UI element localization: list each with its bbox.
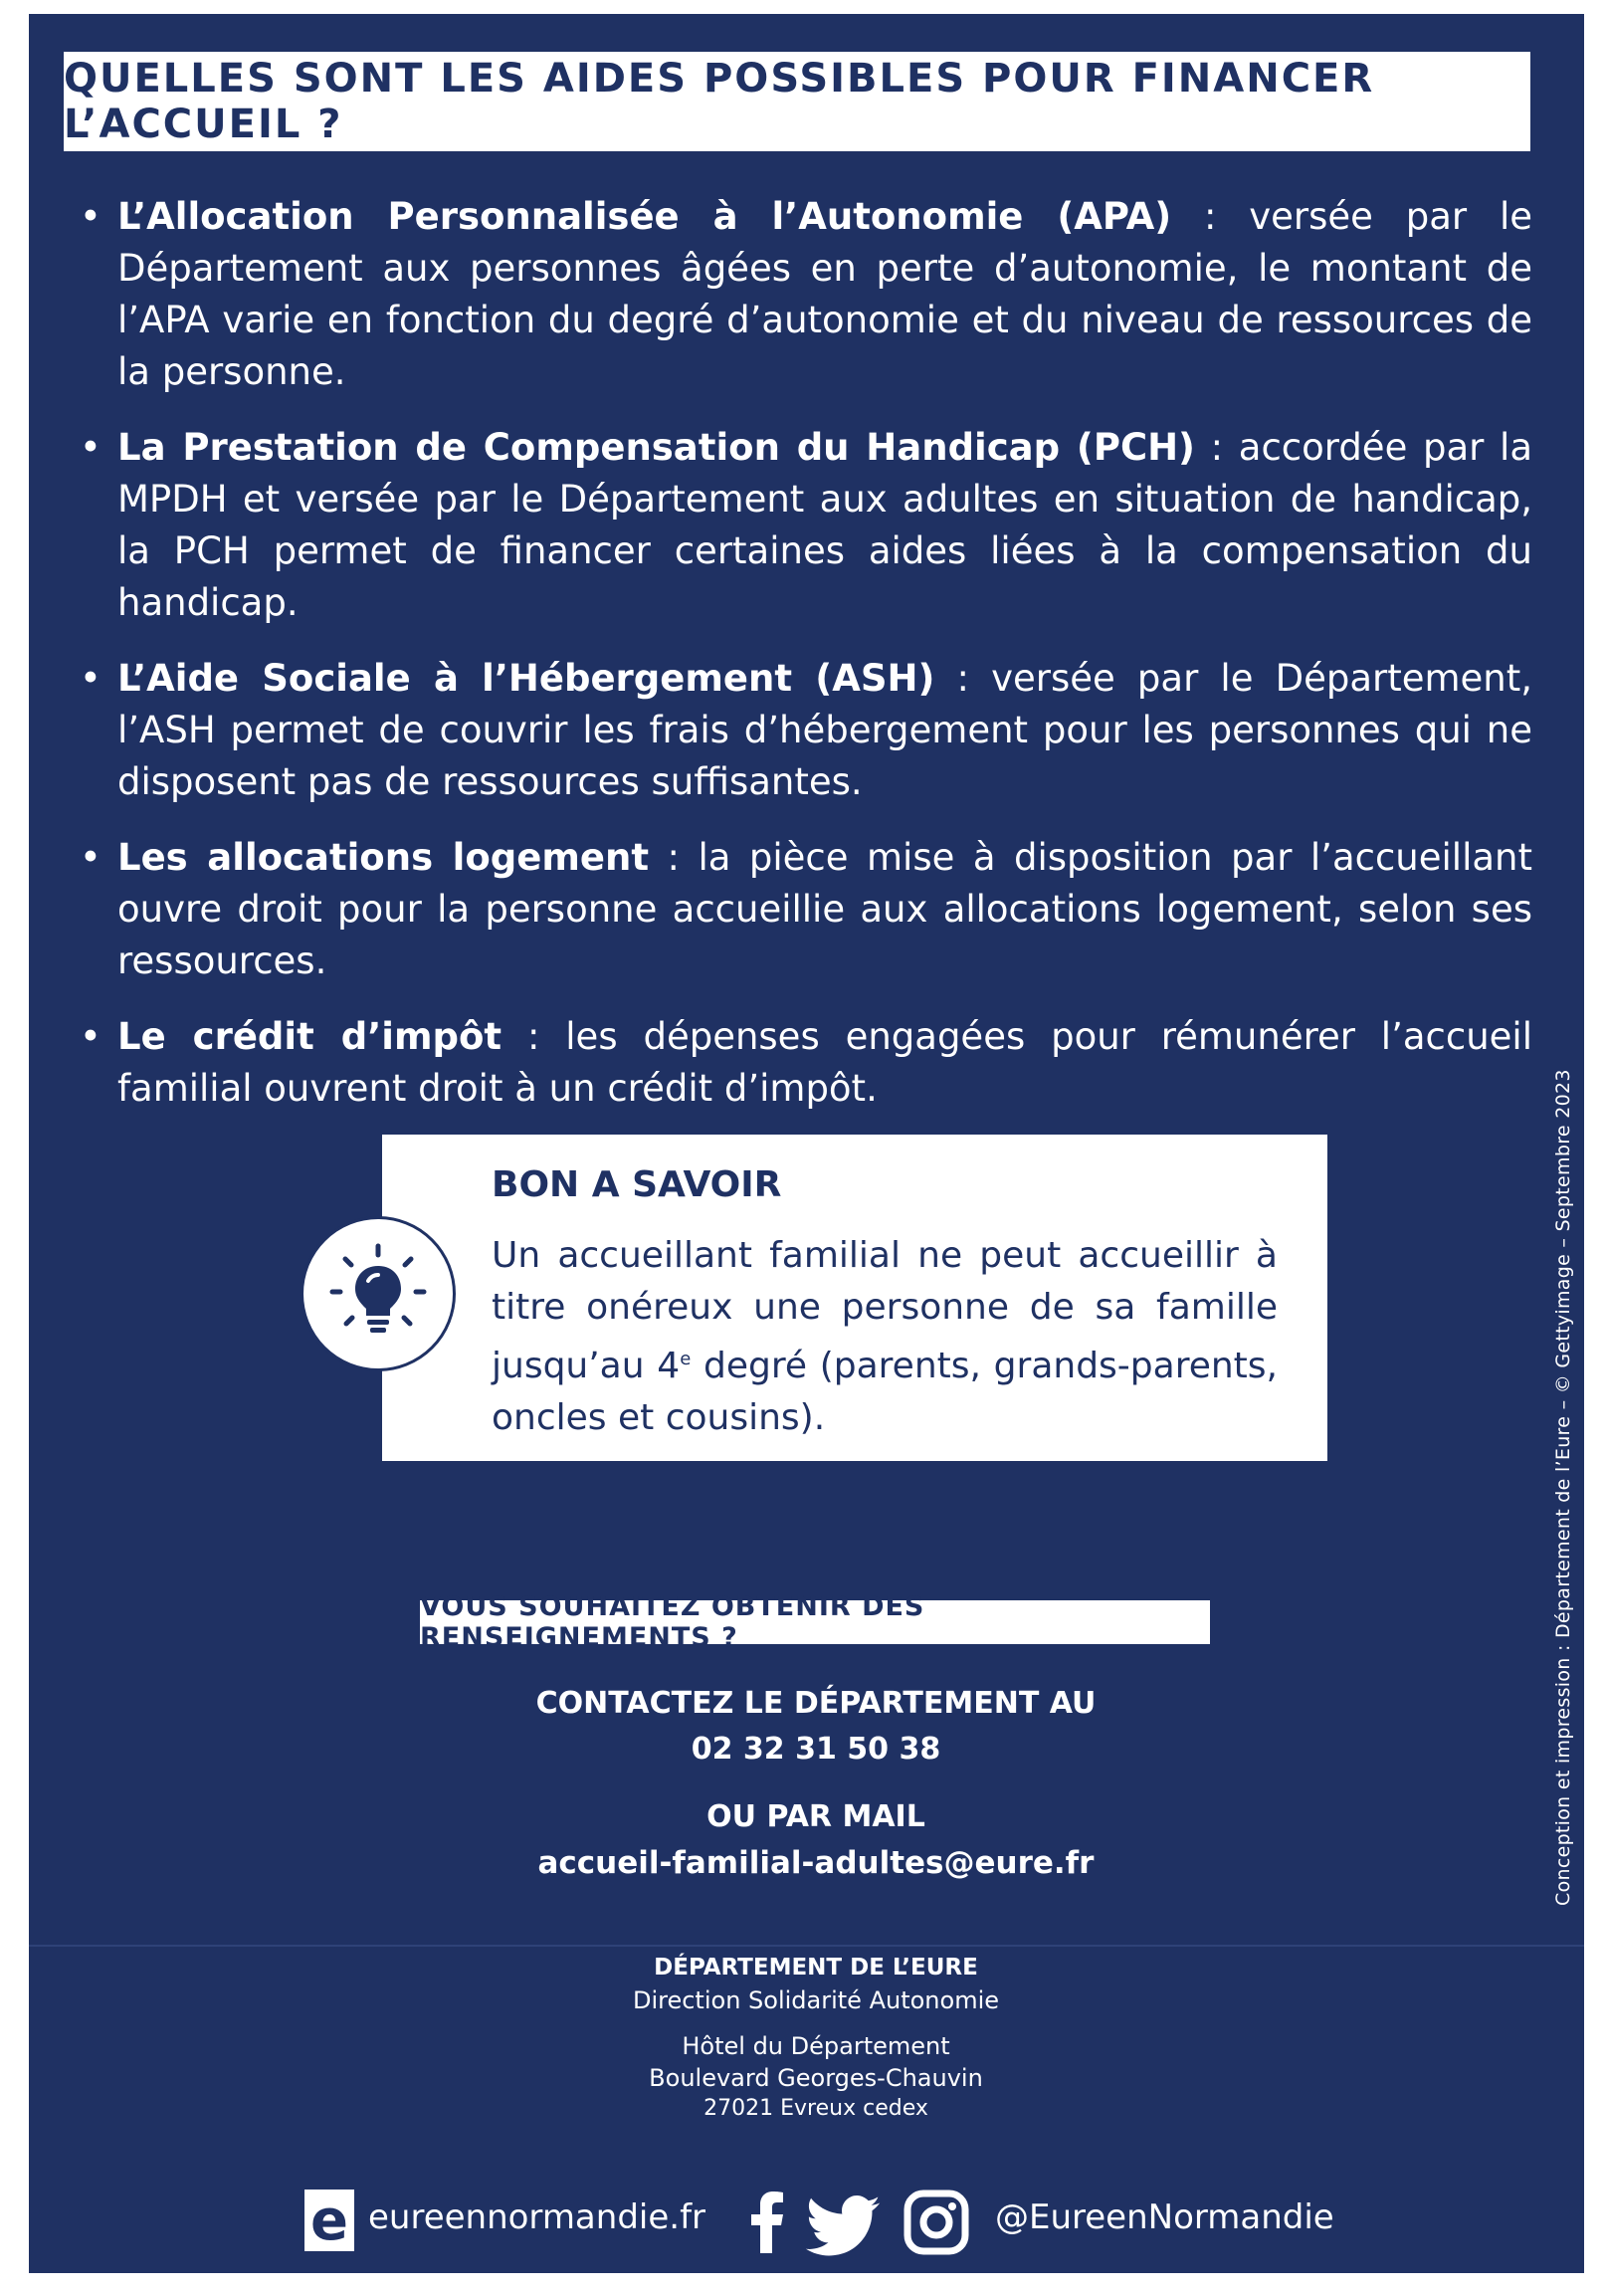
aid-item-apa: • L’Allocation Personnalisée à l’Autonomie (APA) : versée par le Département aux personnes âgées en perte d’autonomie, le montant de l’APA varie en fonction du degré d’autonomie et du niveau de ressources de la personne. xyxy=(80,191,1532,398)
aid-term: L’Allocation Personnalisée à l’Autonomie (APA) xyxy=(117,195,1172,238)
aid-text: versée par le Département aux personnes âgées en perte d’autonomie, le montant de l’APA varie en fonction du degré d’autonomie et du niveau de ressources de la personne. xyxy=(117,195,1532,393)
aid-text: versée par le Département, l’ASH permet de couvrir les frais d’hébergement pour les personnes qui ne disposent pas de ressources suffisantes. xyxy=(117,657,1533,803)
contact-email[interactable]: accueil-familial-adultes@eure.fr xyxy=(537,1845,1095,1881)
aid-text: accordée par la MPDH et versée par le Département aux adultes en situation de handicap, la PCH permet de financer certaines aides liées à la compensation du handicap. xyxy=(117,426,1532,624)
twitter-icon[interactable] xyxy=(804,2195,882,2261)
website-link[interactable]: eureennormandie.fr xyxy=(368,2197,706,2237)
address-org: DÉPARTEMENT DE L’EURE xyxy=(654,1955,978,1981)
aids-list xyxy=(80,191,1532,1139)
page-title: QUELLES SONT LES AIDES POSSIBLES POUR FINANCER L’ACCUEIL ? xyxy=(64,56,1375,147)
aid-term: Les allocations logement xyxy=(117,836,650,879)
bon-a-savoir-title: BON A SAVOIR xyxy=(492,1164,782,1205)
bon-a-savoir-text: Un accueillant familial ne peut accueillir à titre onéreux une personne de sa famille jusqu’au 4e degré (parents, grands-parents, oncles et cousins). xyxy=(492,1235,1278,1438)
aid-text: la pièce mise à disposition par l’accueillant ouvre droit pour la personne accueillie aux allocations logement, selon ses ressources. xyxy=(117,836,1532,982)
credit-text: Conception et impression : Département de l’Eure – © Gettyimage – Septembre 2023 xyxy=(1552,1069,1574,1906)
divider xyxy=(29,1945,1584,1947)
eure-logo-icon xyxy=(304,2190,354,2251)
aid-text: les dépenses engagées pour rémunérer l’accueil familial ouvrent droit à un crédit d’impôt. xyxy=(117,1015,1532,1110)
title-bar xyxy=(64,52,1530,151)
address-building: Hôtel du Département xyxy=(682,2032,950,2060)
svg-text:e: e xyxy=(310,2190,348,2251)
aid-item-ash: • L’Aide Sociale à l’Hébergement (ASH) : versée par le Département, l’ASH permet de couvrir les frais d’hébergement pour les personnes qui ne disposent pas de ressources suffisantes. xyxy=(80,653,1532,808)
address-street: Boulevard Georges-Chauvin xyxy=(649,2064,983,2092)
aid-term: La Prestation de Compensation du Handicap (PCH) xyxy=(117,426,1195,469)
lightbulb-icon xyxy=(301,1216,456,1371)
info-question-bar xyxy=(420,1591,1210,1653)
aid-item-pch: • La Prestation de Compensation du Handicap (PCH) : accordée par la MPDH et versée par le Département aux adultes en situation de handicap, la PCH permet de financer certaines aides liées à la compensation du handicap. xyxy=(80,422,1532,629)
address-direction: Direction Solidarité Autonomie xyxy=(632,1986,999,2014)
facebook-icon[interactable] xyxy=(750,2190,784,2257)
bon-a-savoir-box xyxy=(382,1135,1327,1461)
mail-line: OU PAR MAIL xyxy=(706,1799,925,1834)
social-handle[interactable]: @EureenNormandie xyxy=(995,2197,1334,2237)
aid-item-credit-impot: • Le crédit d’impôt : les dépenses engagées pour rémunérer l’accueil familial ouvrent droit à un crédit d’impôt. xyxy=(80,1011,1532,1115)
instagram-icon[interactable] xyxy=(904,2190,969,2259)
aid-item-logement: • Les allocations logement : la pièce mise à disposition par l’accueillant ouvre droit pour la personne accueillie aux allocations logement, selon ses ressources. xyxy=(80,832,1532,987)
address-city: 27021 Evreux cedex xyxy=(703,2096,928,2121)
info-question: VOUS SOUHAITEZ OBTENIR DES RENSEIGNEMENTS ? xyxy=(420,1591,925,1653)
phone-number[interactable]: 02 32 31 50 38 xyxy=(691,1732,941,1767)
aid-term: Le crédit d’impôt xyxy=(117,1015,502,1058)
aid-term: L’Aide Sociale à l’Hébergement (ASH) xyxy=(117,657,935,700)
contact-line: CONTACTEZ LE DÉPARTEMENT AU xyxy=(535,1686,1097,1721)
